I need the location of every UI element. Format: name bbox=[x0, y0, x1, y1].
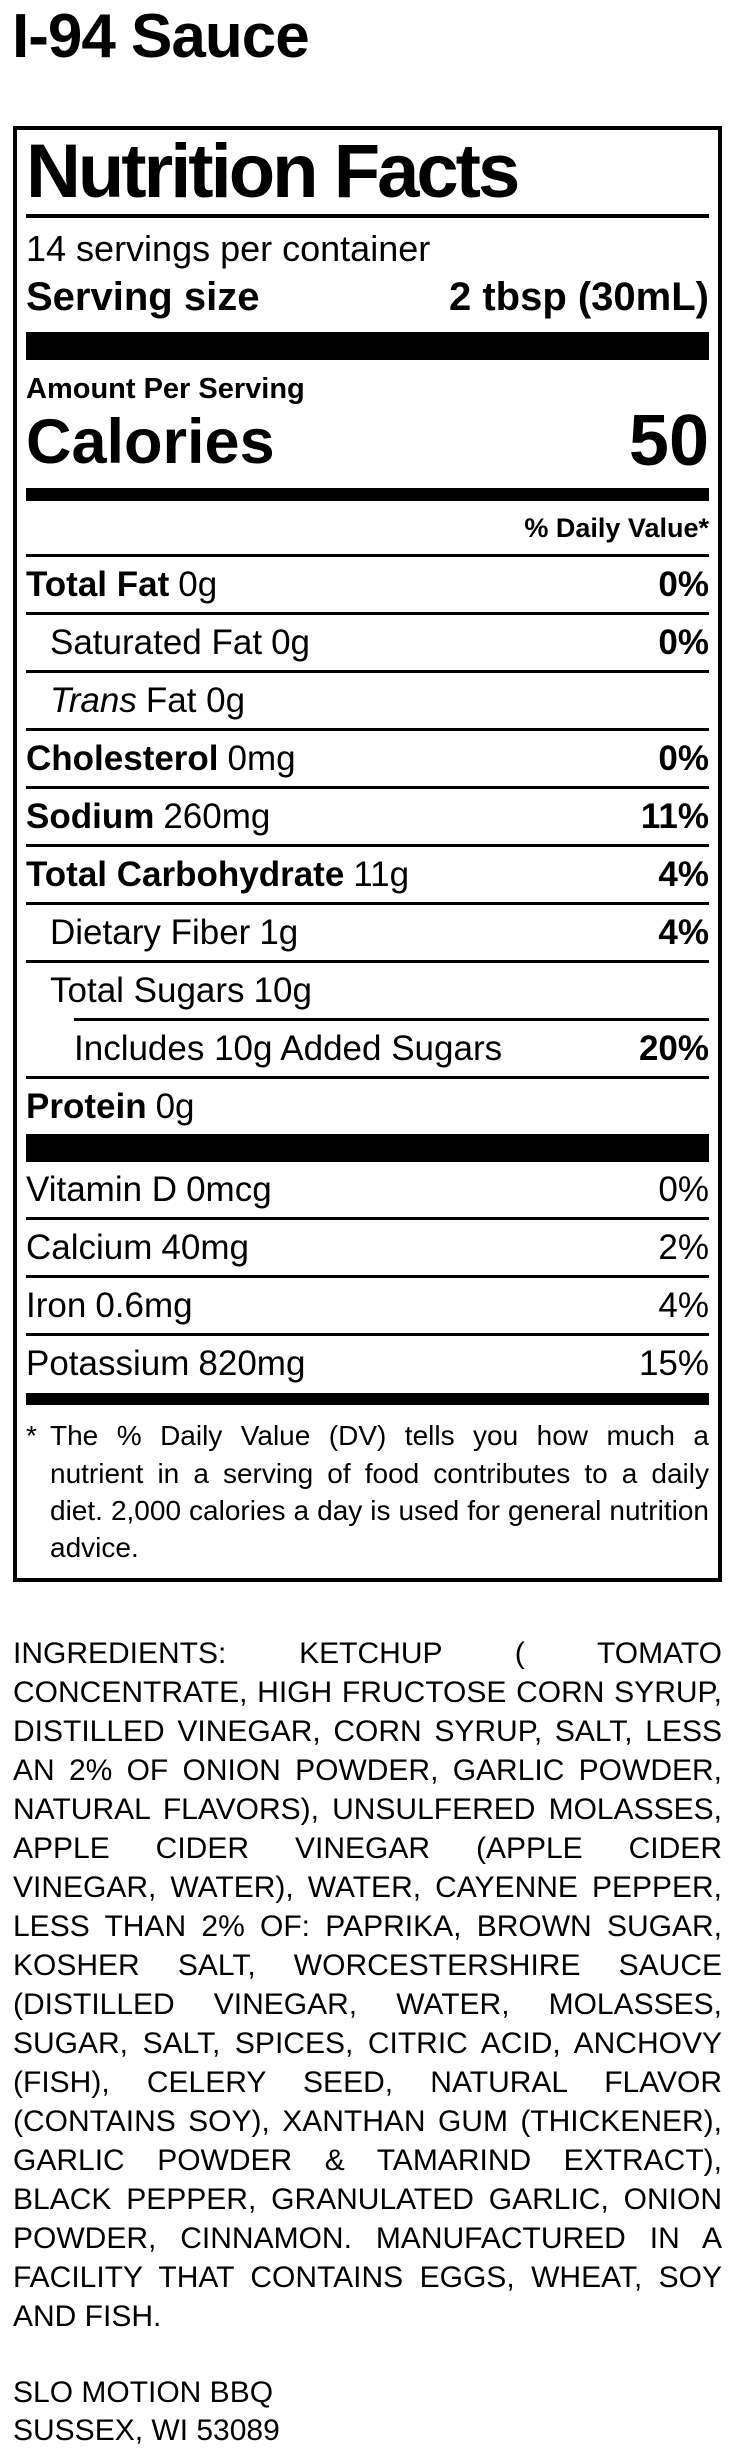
medium-divider-bar bbox=[26, 1393, 709, 1405]
serving-size-label: Serving size bbox=[26, 275, 260, 320]
nutrient-dv: 15% bbox=[638, 1344, 709, 1384]
medium-divider-bar bbox=[26, 488, 709, 501]
nutrient-name-amount: Trans Fat 0g bbox=[50, 681, 246, 721]
nutrient-name-amount: Potassium 820mg bbox=[26, 1344, 306, 1384]
footnote-asterisk: * bbox=[26, 1420, 37, 1452]
nutrient-row-calcium bbox=[26, 1220, 709, 1278]
nutrient-name-amount: Dietary Fiber 1g bbox=[50, 913, 299, 953]
nutrient-row-cholesterol bbox=[26, 731, 709, 789]
nutrient-row-total-sugars bbox=[26, 963, 709, 1018]
footnote-text: The % Daily Value (DV) tells you how much a nutrient in a serving of food contributes to a daily diet. 2,000 calories a day is used for general nutrition advice. bbox=[50, 1420, 709, 1564]
nutrient-row-dietary-fiber bbox=[26, 905, 709, 963]
nutrient-name-amount: Saturated Fat 0g bbox=[50, 623, 311, 663]
serving-size-value: 2 tbsp (30mL) bbox=[448, 275, 709, 320]
nutrient-row-protein bbox=[26, 1079, 709, 1134]
nutrient-row-saturated-fat bbox=[26, 615, 709, 673]
nutrient-name-amount: Cholesterol 0mg bbox=[26, 739, 296, 779]
daily-value-header: % Daily Value* bbox=[26, 501, 709, 557]
nutrient-dv: 4% bbox=[658, 1286, 709, 1326]
nutrient-dv: 0% bbox=[658, 1170, 709, 1210]
nutrient-dv: 20% bbox=[638, 1029, 709, 1069]
nutrient-dv: 0% bbox=[658, 739, 709, 779]
nutrient-row-total-fat bbox=[26, 557, 709, 615]
thick-divider-bar bbox=[26, 1134, 709, 1162]
nutrient-dv: 0% bbox=[658, 565, 709, 605]
nutrient-row-iron bbox=[26, 1278, 709, 1336]
nutrient-name-amount: Total Fat 0g bbox=[26, 565, 218, 605]
nutrient-row-trans-fat bbox=[26, 673, 709, 731]
manufacturer-name: SLO MOTION BBQ bbox=[13, 2376, 274, 2410]
nutrient-row-added-sugars bbox=[26, 1021, 709, 1079]
nutrient-dv: 2% bbox=[658, 1228, 709, 1268]
nutrient-dv: 11% bbox=[640, 797, 709, 837]
nutrient-name-amount: Includes 10g Added Sugars bbox=[74, 1029, 503, 1069]
amount-per-serving-label: Amount Per Serving bbox=[26, 373, 305, 406]
serving-size-row bbox=[26, 274, 709, 332]
manufacturer-address: SUSSEX, WI 53089 bbox=[13, 2414, 280, 2448]
manufacturer-block bbox=[13, 2374, 722, 2450]
ingredients-text: INGREDIENTS: KETCHUP ( TOMATO CONCENTRATE, HIGH FRUCTOSE CORN SYRUP, DISTILLED VINEGAR, CORN SYRUP, SALT, LESS AN 2% OF ONION POWDER, GARLIC POWDER, NATURAL FLAVORS), UNSULFERED MOLASSES, APPLE CIDER VINEGAR (APPLE CIDER VINEGAR, WATER), WATER, CAYENNE PEPPER, LESS THAN 2% OF: PAPRIKA, BROWN SUGAR, KOSHER SALT, WORCESTERSHIRE SAUCE (DISTILLED VINEGAR, WATER, MOLASSES, SUGAR, SALT, SPICES, CITRIC ACID, ANCHOVY (FISH), CELERY SEED, NATURAL FLAVOR (CONTAINS SOY), XANTHAN GUM (THICKENER), GARLIC POWDER & TAMARIND EXTRACT), BLACK PEPPER, GRANULATED GARLIC, ONION POWDER, CINNAMON. MANUFACTURED IN A FACILITY THAT CONTAINS EGGS, WHEAT, SOY AND FISH. bbox=[13, 1637, 722, 2334]
nutrient-row-potassium bbox=[26, 1336, 709, 1391]
nutrient-dv: 4% bbox=[658, 913, 709, 953]
title-divider bbox=[26, 214, 709, 218]
nutrient-name-amount: Protein 0g bbox=[26, 1087, 195, 1127]
nutrient-row-total-carbohydrate bbox=[26, 847, 709, 905]
calories-label: Calories bbox=[26, 407, 275, 478]
nutrition-facts-title: Nutrition Facts bbox=[26, 129, 518, 214]
thick-divider-bar bbox=[26, 332, 709, 360]
daily-value-footnote bbox=[26, 1405, 709, 1566]
nutrient-dv: 0% bbox=[658, 623, 709, 663]
nutrient-name-amount: Vitamin D 0mcg bbox=[26, 1170, 272, 1210]
product-title: I-94 Sauce bbox=[12, 2, 309, 71]
nutrient-name-amount: Total Sugars 10g bbox=[50, 971, 312, 1011]
servings-per-container: 14 servings per container bbox=[26, 227, 431, 269]
nutrient-name-amount: Iron 0.6mg bbox=[26, 1286, 193, 1326]
nutrient-dv: 4% bbox=[658, 855, 709, 895]
nutrition-facts-panel bbox=[13, 126, 722, 1582]
nutrient-name-amount: Calcium 40mg bbox=[26, 1228, 249, 1268]
nutrient-row-sodium bbox=[26, 789, 709, 847]
nutrient-row-vitamin-d bbox=[26, 1162, 709, 1220]
calories-value: 50 bbox=[628, 401, 709, 482]
nutrient-name-amount: Sodium 260mg bbox=[26, 797, 271, 837]
nutrient-name-amount: Total Carbohydrate 11g bbox=[26, 855, 410, 895]
calories-row bbox=[26, 401, 709, 482]
